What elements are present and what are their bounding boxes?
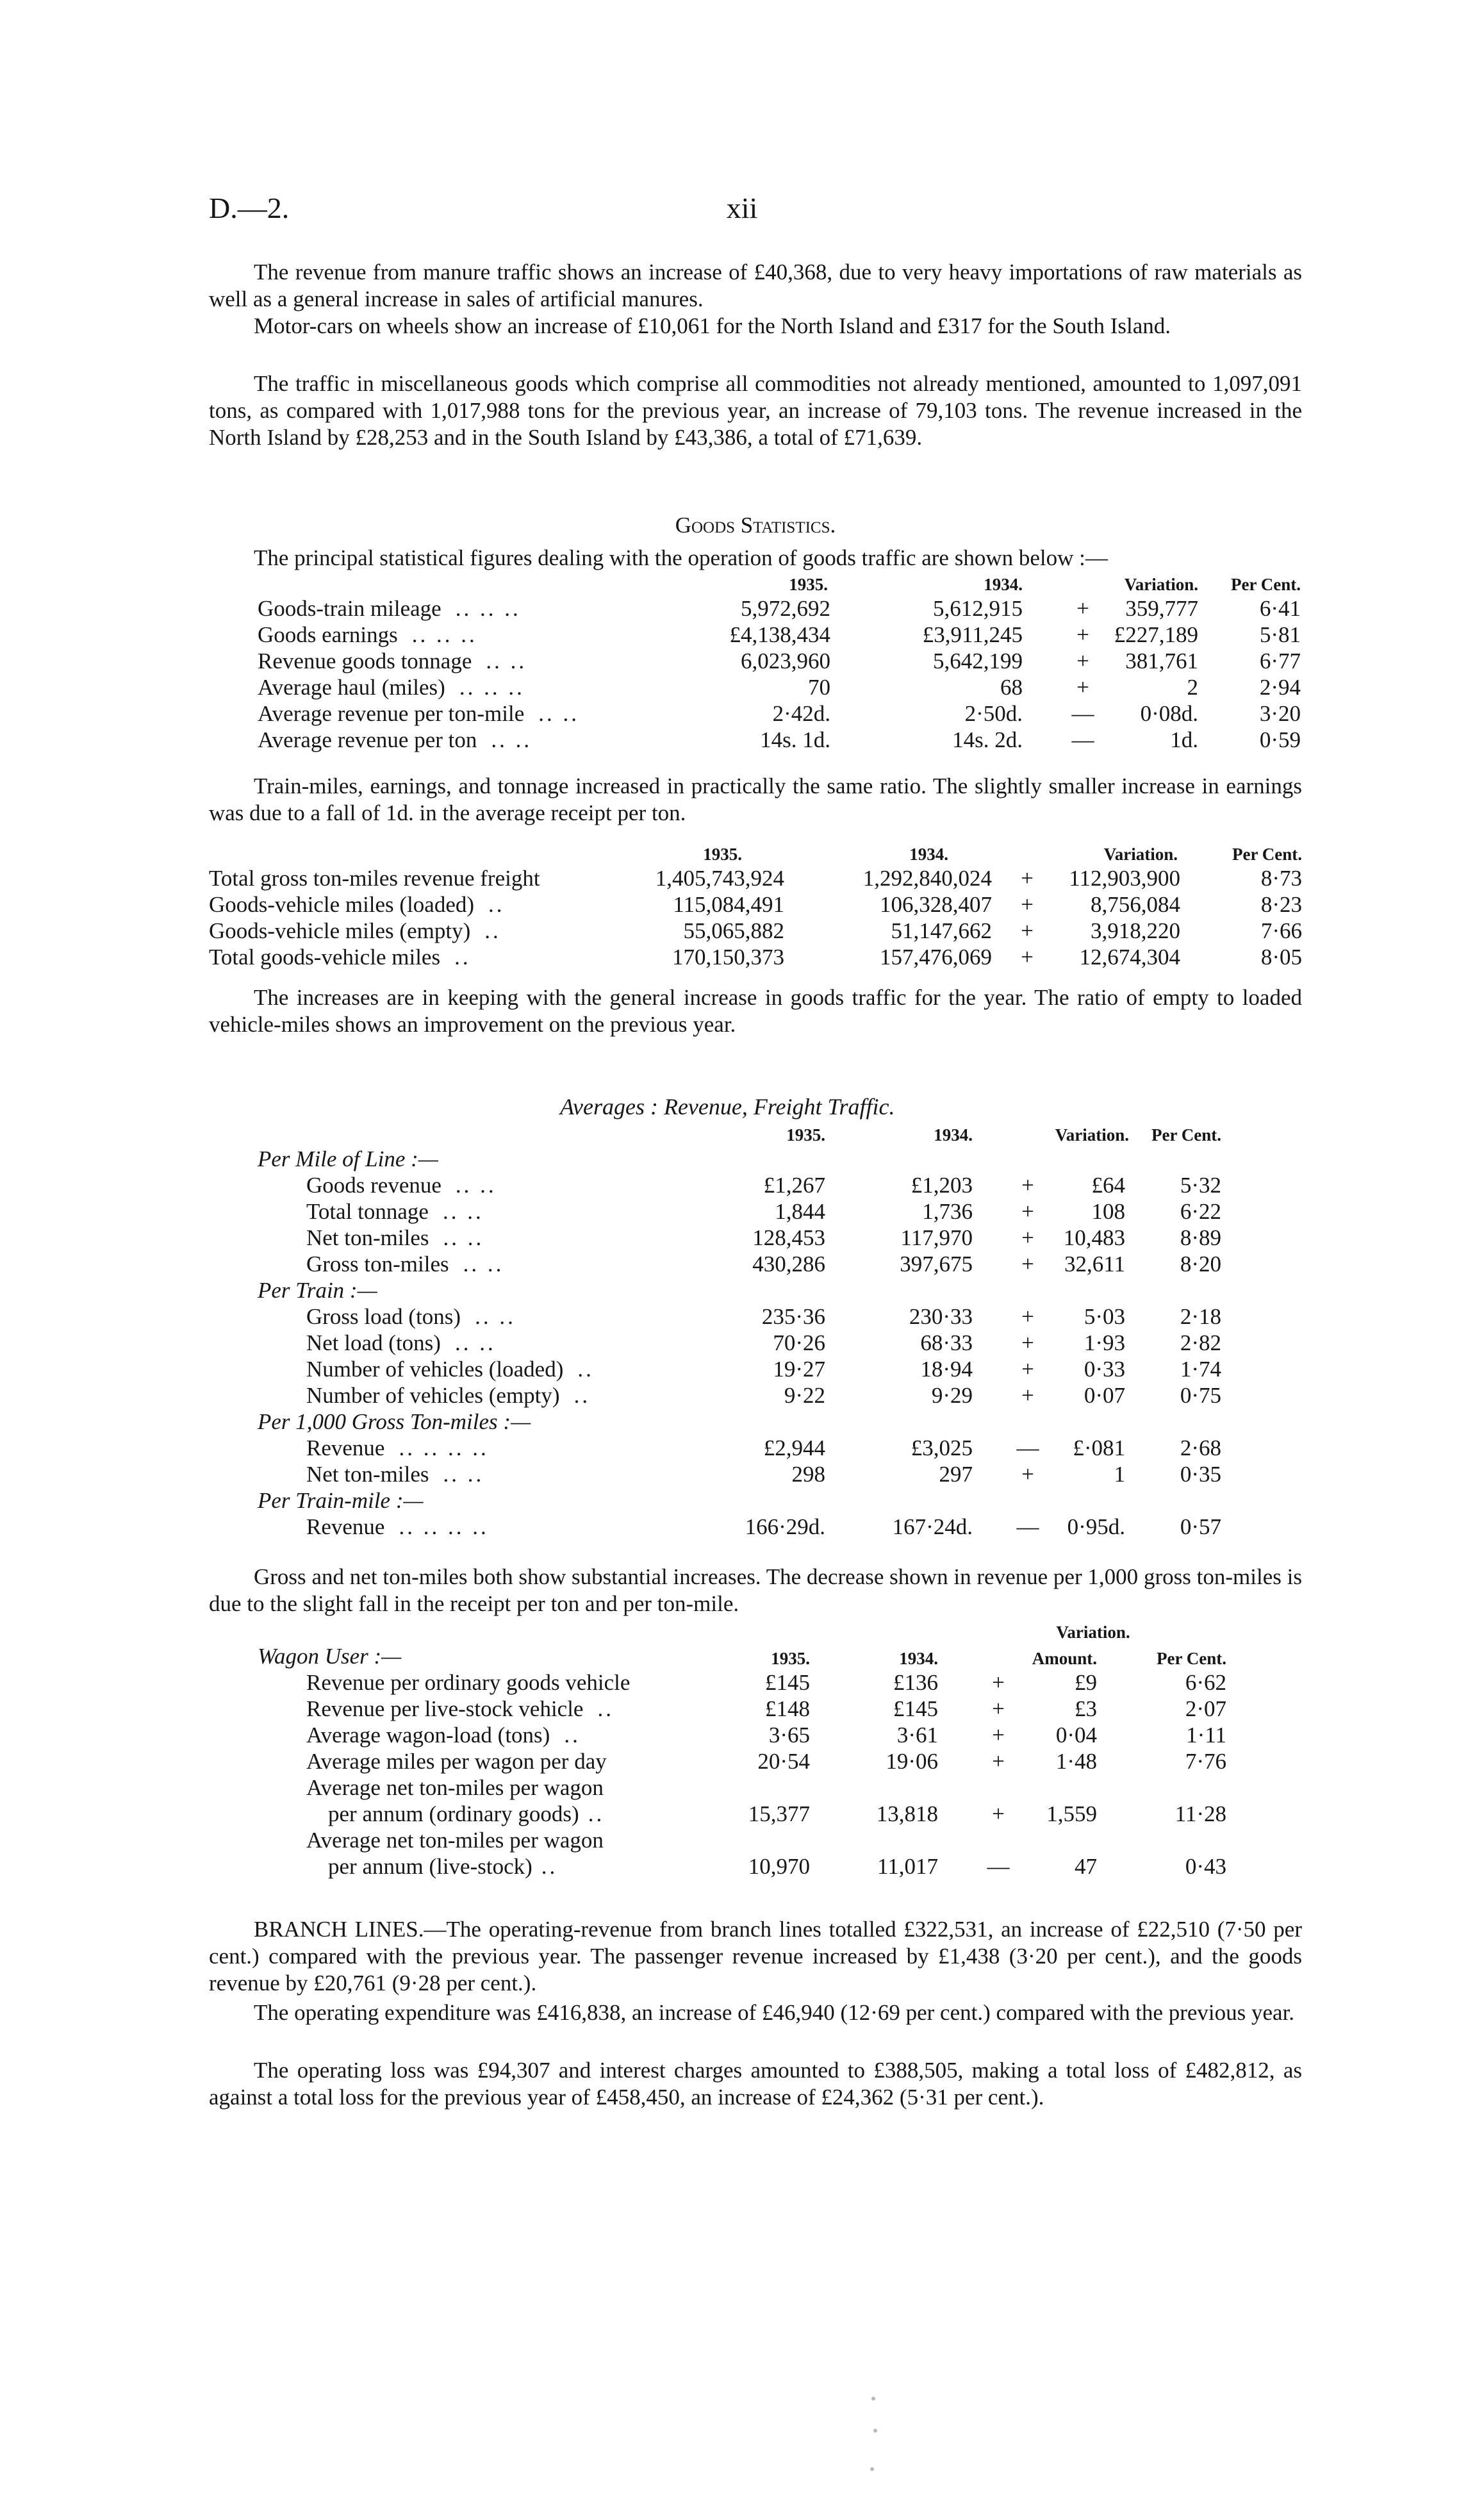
row-label-text: Average revenue per ton bbox=[258, 727, 477, 752]
value-per-cent: 2·68 bbox=[1180, 1435, 1221, 1460]
table-row bbox=[258, 1514, 1230, 1540]
variation-sign: + bbox=[1076, 596, 1089, 621]
column-header-1935: 1935. bbox=[771, 1649, 810, 1668]
value-per-cent: 7·76 bbox=[1185, 1749, 1226, 1774]
row-label bbox=[258, 674, 686, 700]
row-label bbox=[258, 1198, 700, 1225]
leader-dots: .. .. bbox=[443, 1462, 484, 1487]
variation-sign: + bbox=[992, 1723, 1005, 1748]
value-variation: 1 bbox=[1114, 1462, 1125, 1487]
value-variation: 0·08d. bbox=[1140, 701, 1198, 726]
value-variation: 359,777 bbox=[1125, 596, 1198, 621]
page-number: xii bbox=[726, 192, 758, 224]
column-header-per-cent: Per Cent. bbox=[1231, 575, 1301, 594]
value-1935: £1,267 bbox=[763, 1173, 825, 1198]
column-group-header-variation: Variation. bbox=[1056, 1623, 1130, 1642]
variation-sign: + bbox=[1021, 1304, 1034, 1329]
row-label-text: Goods-vehicle miles (loaded) bbox=[209, 892, 475, 917]
value-per-cent: 0·59 bbox=[1259, 727, 1301, 752]
row-label bbox=[258, 1303, 700, 1330]
value-1935: 5,972,692 bbox=[741, 596, 830, 621]
row-label-text: Average revenue per ton-mile bbox=[258, 701, 525, 726]
value-per-cent: 0·43 bbox=[1185, 1854, 1226, 1879]
variation-sign: — bbox=[1016, 1514, 1039, 1539]
table-row bbox=[258, 1669, 1232, 1696]
value-1935: £145 bbox=[765, 1670, 810, 1695]
column-header-variation: Variation. bbox=[1055, 1125, 1129, 1145]
value-variation: £64 bbox=[1091, 1173, 1125, 1198]
row-label-text: Average miles per wagon per day bbox=[306, 1749, 607, 1774]
value-1934: 2·50d. bbox=[964, 701, 1023, 726]
leader-dots: .. bbox=[573, 1383, 591, 1408]
value-1934: 9·29 bbox=[931, 1383, 973, 1408]
table-header-row bbox=[209, 843, 1302, 865]
value-per-cent: 7·66 bbox=[1260, 918, 1302, 943]
row-label-text: Total tonnage bbox=[306, 1199, 429, 1224]
leader-dots: .. .. bbox=[442, 1199, 484, 1224]
value-variation: 108 bbox=[1091, 1199, 1125, 1224]
row-label-text: Total goods-vehicle miles bbox=[209, 945, 441, 970]
value-per-cent: 2·18 bbox=[1180, 1304, 1221, 1329]
table-header-row bbox=[258, 1124, 1230, 1146]
column-header-1935: 1935. bbox=[786, 1125, 825, 1145]
row-label-text: Number of vehicles (loaded) bbox=[306, 1357, 564, 1382]
value-per-cent: 5·81 bbox=[1259, 622, 1301, 647]
column-header-per-cent: Per Cent. bbox=[1157, 1649, 1226, 1668]
column-header-1934: 1934. bbox=[899, 1649, 938, 1668]
value-1935: 2·42d. bbox=[772, 701, 830, 726]
averages-table bbox=[258, 1124, 1230, 1540]
table-row bbox=[258, 1435, 1230, 1461]
paragraph-manure-traffic: The revenue from manure traffic shows an increase of £40,368, due to very heavy importations of raw materials as well as a general increase in sales of artificial manures. bbox=[209, 260, 1302, 311]
table-row bbox=[258, 1801, 1232, 1827]
row-label-text: Goods-train mileage bbox=[258, 596, 441, 621]
variation-sign: + bbox=[1021, 945, 1034, 970]
value-1935: 14s. 1d. bbox=[760, 727, 830, 752]
value-per-cent: 8·89 bbox=[1180, 1225, 1221, 1250]
table-row bbox=[258, 648, 1301, 674]
value-1935: 15,377 bbox=[748, 1801, 810, 1826]
value-1935: 235·36 bbox=[761, 1304, 825, 1329]
value-1935: 430,286 bbox=[752, 1252, 825, 1277]
table-row bbox=[209, 918, 1302, 944]
paragraph-miscellaneous-goods: The traffic in miscellaneous goods which comprise all commodities not already mentioned, amounted to 1,097,091 tons, as compared with 1,017,988 tons for the previous year, an increase of 79,103 tons. The revenue increased in the North Island by £28,253 and in the South Island by £43,386, a total of £71,639. bbox=[209, 371, 1302, 450]
value-1935: 298 bbox=[791, 1462, 825, 1487]
leader-dots: .. .. .. .. bbox=[399, 1514, 489, 1539]
value-per-cent: 1·74 bbox=[1180, 1357, 1221, 1382]
value-1934: 167·24d. bbox=[892, 1514, 973, 1539]
row-label-text: per annum (live-stock) bbox=[328, 1854, 532, 1879]
row-label-text: Average haul (miles) bbox=[258, 675, 445, 700]
variation-sign: + bbox=[1021, 1383, 1034, 1408]
value-1934: £1,203 bbox=[911, 1173, 973, 1198]
value-per-cent: 0·35 bbox=[1180, 1462, 1221, 1487]
row-label-text: Total gross ton-miles revenue freight bbox=[209, 866, 540, 891]
value-per-cent: 0·75 bbox=[1180, 1383, 1221, 1408]
leader-dots: .. .. bbox=[491, 727, 532, 752]
value-1934: 68 bbox=[1000, 675, 1023, 700]
table-row bbox=[258, 1172, 1230, 1198]
table-row bbox=[258, 1827, 1232, 1853]
leader-dots: .. .. .. bbox=[455, 596, 521, 621]
table-row bbox=[258, 727, 1301, 753]
value-1934: 19·06 bbox=[886, 1749, 938, 1774]
row-label-text: Revenue bbox=[306, 1435, 385, 1460]
scan-speck bbox=[873, 2429, 877, 2433]
averages-note: Gross and net ton-miles both show substantial increases. The decrease shown in revenue per 1,000 gross ton-miles is due to the slight fall in the receipt per ton and per ton-mile. bbox=[209, 1564, 1302, 1616]
row-label bbox=[258, 1514, 700, 1540]
paragraph-operating-loss: The operating loss was £94,307 and interest charges amounted to £388,505, making a total loss of £482,812, as against a total loss for the previous year of £458,450, an increase of £24,362 (5·31 per cent.). bbox=[209, 2058, 1302, 2110]
value-1935: 1,844 bbox=[775, 1199, 825, 1224]
row-label bbox=[258, 1330, 700, 1356]
variation-sign: + bbox=[1021, 866, 1034, 891]
value-per-cent: 11·28 bbox=[1175, 1801, 1226, 1826]
variation-sign: + bbox=[992, 1670, 1005, 1695]
value-1935: 19·27 bbox=[773, 1357, 825, 1382]
section-title-averages: Averages : Revenue, Freight Traffic. bbox=[560, 1094, 895, 1120]
variation-sign: + bbox=[1021, 1225, 1034, 1250]
row-label bbox=[258, 700, 686, 727]
page-header-reference: D.—2. bbox=[209, 192, 290, 224]
row-label bbox=[209, 918, 606, 944]
table-header-row bbox=[258, 1643, 1232, 1669]
value-per-cent: 0·57 bbox=[1180, 1514, 1221, 1539]
row-label-text: Gross ton-miles bbox=[306, 1252, 449, 1277]
value-1935: £2,944 bbox=[763, 1435, 825, 1460]
section-heading: Per Train :— bbox=[258, 1278, 377, 1303]
value-1935: £148 bbox=[765, 1696, 810, 1721]
table-row bbox=[258, 1356, 1230, 1382]
value-variation: £9 bbox=[1075, 1670, 1097, 1695]
section-title-goods-statistics: Goods Statistics. bbox=[675, 513, 836, 538]
row-label-text: Goods-vehicle miles (empty) bbox=[209, 918, 471, 943]
value-1935: 9·22 bbox=[784, 1383, 825, 1408]
row-label-text: Average wagon-load (tons) bbox=[306, 1723, 550, 1748]
column-header-1935: 1935. bbox=[789, 575, 828, 594]
value-1935: £4,138,434 bbox=[729, 622, 830, 647]
row-label bbox=[258, 727, 686, 753]
row-label bbox=[258, 1435, 700, 1461]
value-per-cent: 6·77 bbox=[1259, 649, 1301, 674]
row-label: Average net ton-miles per wagon bbox=[306, 1828, 604, 1853]
value-1934: 1,292,840,024 bbox=[862, 866, 992, 891]
value-1934: £145 bbox=[893, 1696, 938, 1721]
table-row bbox=[258, 595, 1301, 622]
leader-dots: .. bbox=[488, 892, 505, 917]
value-1935: 70·26 bbox=[773, 1330, 825, 1355]
column-header-1934: 1934. bbox=[909, 845, 948, 864]
table-row bbox=[258, 1461, 1230, 1487]
value-1935: 10,970 bbox=[748, 1854, 810, 1879]
value-variation: 0·95d. bbox=[1067, 1514, 1125, 1539]
leader-dots: .. .. bbox=[463, 1252, 504, 1277]
variation-sign: + bbox=[992, 1749, 1005, 1774]
paragraph-operating-expenditure: The operating expenditure was £416,838, an increase of £46,940 (12·69 per cent.) compared with the previous year. bbox=[254, 2000, 1295, 2025]
variation-sign: + bbox=[1076, 622, 1089, 647]
variation-sign: — bbox=[1071, 727, 1094, 752]
value-1935: 70 bbox=[808, 675, 830, 700]
table-row bbox=[258, 700, 1301, 727]
value-1935: 20·54 bbox=[757, 1749, 810, 1774]
value-variation: 0·07 bbox=[1084, 1383, 1125, 1408]
column-header-variation: Variation. bbox=[1103, 845, 1178, 864]
value-1935: 166·29d. bbox=[745, 1514, 825, 1539]
row-label-text: Net ton-miles bbox=[306, 1462, 429, 1487]
leader-dots: .. bbox=[577, 1357, 594, 1382]
value-1934: 51,147,662 bbox=[891, 918, 992, 943]
value-per-cent: 3·20 bbox=[1259, 701, 1301, 726]
value-variation: £·081 bbox=[1073, 1435, 1125, 1460]
table-row bbox=[209, 865, 1302, 891]
value-variation: 381,761 bbox=[1125, 649, 1198, 674]
variation-sign: + bbox=[1021, 1357, 1034, 1382]
leader-dots: .. bbox=[588, 1801, 605, 1826]
table-row bbox=[258, 1696, 1232, 1722]
value-variation: 10,483 bbox=[1063, 1225, 1125, 1250]
value-variation: 0·33 bbox=[1084, 1357, 1125, 1382]
table-row bbox=[258, 1748, 1232, 1774]
value-1934: 397,675 bbox=[900, 1252, 973, 1277]
value-per-cent: 8·23 bbox=[1260, 892, 1302, 917]
section-heading-row bbox=[258, 1146, 1230, 1172]
value-variation: 0·04 bbox=[1055, 1723, 1097, 1748]
variation-sign: + bbox=[992, 1801, 1005, 1826]
table-row bbox=[258, 1722, 1232, 1748]
goods-statistics-note: Train-miles, earnings, and tonnage increased in practically the same ratio. The slightly smaller increase in earnings was due to a fall of 1d. in the average receipt per ton. bbox=[209, 773, 1302, 825]
value-per-cent: 8·20 bbox=[1180, 1252, 1221, 1277]
row-label-text: Revenue per live-stock vehicle bbox=[306, 1696, 584, 1721]
value-variation: 12,674,304 bbox=[1079, 945, 1180, 970]
leader-dots: .. .. bbox=[443, 1225, 484, 1250]
table-row bbox=[258, 1303, 1230, 1330]
column-header-amount: Amount. bbox=[1032, 1649, 1097, 1668]
value-1935: 128,453 bbox=[752, 1225, 825, 1250]
variation-sign: + bbox=[1021, 1330, 1034, 1355]
row-label: Average net ton-miles per wagon bbox=[306, 1775, 604, 1800]
column-header-per-cent: Per Cent. bbox=[1151, 1125, 1221, 1145]
goods-statistics-table bbox=[258, 574, 1301, 753]
table-row bbox=[258, 1382, 1230, 1409]
column-header-1934: 1934. bbox=[934, 1125, 973, 1145]
value-variation: 112,903,900 bbox=[1069, 866, 1180, 891]
table-row bbox=[258, 674, 1301, 700]
table-row bbox=[258, 1251, 1230, 1277]
leader-dots: .. bbox=[484, 918, 501, 943]
variation-sign: + bbox=[1076, 675, 1089, 700]
variation-sign: — bbox=[1016, 1435, 1039, 1460]
value-per-cent: 2·94 bbox=[1259, 675, 1301, 700]
value-1934: 14s. 2d. bbox=[952, 727, 1023, 752]
variation-sign: + bbox=[1021, 1252, 1034, 1277]
row-label-text: Goods revenue bbox=[306, 1173, 441, 1198]
value-1934: 157,476,069 bbox=[880, 945, 992, 970]
value-1934: 1,736 bbox=[922, 1199, 973, 1224]
table-group-header-row bbox=[258, 1621, 1232, 1643]
row-label bbox=[258, 622, 686, 648]
section-heading: Per Mile of Line :— bbox=[258, 1146, 438, 1171]
value-1934: 5,642,199 bbox=[933, 649, 1023, 674]
column-header-per-cent: Per Cent. bbox=[1232, 845, 1302, 864]
ton-miles-note: The increases are in keeping with the general increase in goods traffic for the year. The ratio of empty to loaded vehicle-miles shows an improvement on the previous year. bbox=[209, 985, 1302, 1037]
row-label bbox=[258, 1172, 700, 1198]
scan-speck bbox=[870, 2467, 874, 2471]
paragraph-branch-lines: BRANCH LINES.—The operating-revenue from branch lines totalled £322,531, an increase of £22,510 (7·50 per cent.) compared with the previous year. The passenger revenue increased by £1,438 (3·20 per cent.), and the goods revenue by £20,761 (9·28 per cent.). bbox=[209, 1917, 1302, 1996]
row-label-text: Net load (tons) bbox=[306, 1330, 441, 1355]
row-label-text: Revenue goods tonnage bbox=[258, 649, 472, 674]
column-header-variation: Variation. bbox=[1124, 575, 1198, 594]
value-1934: 117,970 bbox=[900, 1225, 973, 1250]
value-1934: 18·94 bbox=[920, 1357, 973, 1382]
value-1934: £136 bbox=[893, 1670, 938, 1695]
value-variation: 1d. bbox=[1170, 727, 1198, 752]
section-heading: Per 1,000 Gross Ton-miles :— bbox=[258, 1409, 531, 1434]
row-label bbox=[209, 865, 606, 891]
value-variation: 32,611 bbox=[1064, 1252, 1125, 1277]
table-row bbox=[258, 1853, 1232, 1880]
value-variation: £227,189 bbox=[1114, 622, 1198, 647]
table-row bbox=[258, 1330, 1230, 1356]
value-1934: 230·33 bbox=[909, 1304, 973, 1329]
leader-dots: .. bbox=[454, 945, 471, 970]
value-variation: 1·48 bbox=[1055, 1749, 1097, 1774]
value-per-cent: 1·11 bbox=[1186, 1723, 1226, 1748]
value-1935: 3·65 bbox=[768, 1723, 810, 1748]
variation-sign: + bbox=[1021, 918, 1034, 943]
value-1934: 5,612,915 bbox=[933, 596, 1023, 621]
value-variation: 8,756,084 bbox=[1091, 892, 1180, 917]
row-label bbox=[258, 1669, 706, 1696]
row-label-text: Revenue bbox=[306, 1514, 385, 1539]
value-1935: 170,150,373 bbox=[672, 945, 784, 970]
goods-statistics-intro: The principal statistical figures dealing with the operation of goods traffic are shown below :— bbox=[254, 545, 1108, 570]
leader-dots: .. .. .. .. bbox=[399, 1435, 489, 1460]
value-variation: 3,918,220 bbox=[1091, 918, 1180, 943]
value-1934: 106,328,407 bbox=[880, 892, 992, 917]
leader-dots: .. .. bbox=[454, 1330, 496, 1355]
value-1934: £3,911,245 bbox=[922, 622, 1023, 647]
leader-dots: .. bbox=[564, 1723, 581, 1748]
variation-sign: — bbox=[1071, 701, 1094, 726]
value-1934: £3,025 bbox=[911, 1435, 973, 1460]
wagon-user-heading: Wagon User :— bbox=[258, 1644, 402, 1669]
table-row bbox=[258, 1774, 1232, 1801]
value-per-cent: 2·82 bbox=[1180, 1330, 1221, 1355]
row-label bbox=[258, 1251, 700, 1277]
value-variation: 1·93 bbox=[1084, 1330, 1125, 1355]
leader-dots: .. .. bbox=[475, 1304, 516, 1329]
row-label-text: Revenue per ordinary goods vehicle bbox=[306, 1670, 631, 1695]
row-label bbox=[258, 1696, 706, 1722]
value-per-cent: 6·22 bbox=[1180, 1199, 1221, 1224]
section-heading: Per Train-mile :— bbox=[258, 1488, 424, 1513]
ton-miles-table bbox=[209, 843, 1302, 970]
value-variation: 5·03 bbox=[1084, 1304, 1125, 1329]
value-per-cent: 2·07 bbox=[1185, 1696, 1226, 1721]
row-label-text: Net ton-miles bbox=[306, 1225, 429, 1250]
table-row bbox=[209, 944, 1302, 970]
section-heading-row bbox=[258, 1277, 1230, 1303]
column-header-1934: 1934. bbox=[984, 575, 1023, 594]
table-row bbox=[258, 622, 1301, 648]
variation-sign: + bbox=[992, 1696, 1005, 1721]
row-label bbox=[258, 648, 686, 674]
value-per-cent: 8·73 bbox=[1260, 866, 1302, 891]
variation-sign: — bbox=[987, 1854, 1010, 1879]
row-label-text: Goods earnings bbox=[258, 622, 398, 647]
value-1935: 1,405,743,924 bbox=[655, 866, 784, 891]
row-label-text: per annum (ordinary goods) bbox=[328, 1801, 579, 1826]
value-1935: 6,023,960 bbox=[741, 649, 830, 674]
variation-sign: + bbox=[1021, 1462, 1034, 1487]
value-1934: 297 bbox=[939, 1462, 973, 1487]
table-row bbox=[258, 1225, 1230, 1251]
leader-dots: .. .. bbox=[538, 701, 579, 726]
row-label bbox=[258, 1461, 700, 1487]
paragraph-motor-cars: Motor-cars on wheels show an increase of £10,061 for the North Island and £317 for the South Island. bbox=[254, 313, 1171, 338]
leader-dots: .. .. bbox=[486, 649, 527, 674]
variation-sign: + bbox=[1021, 1173, 1034, 1198]
row-label bbox=[209, 891, 606, 918]
leader-dots: .. .. bbox=[455, 1173, 497, 1198]
variation-sign: + bbox=[1021, 892, 1034, 917]
row-label-continuation bbox=[258, 1801, 706, 1827]
value-per-cent: 8·05 bbox=[1260, 945, 1302, 970]
row-label bbox=[258, 1356, 700, 1382]
table-row bbox=[258, 1198, 1230, 1225]
leader-dots: .. .. .. bbox=[459, 675, 525, 700]
value-1934: 11,017 bbox=[877, 1854, 938, 1879]
table-header-row bbox=[258, 574, 1301, 595]
row-label bbox=[258, 1225, 700, 1251]
row-label-continuation bbox=[258, 1853, 706, 1880]
value-1935: 55,065,882 bbox=[683, 918, 784, 943]
row-label bbox=[209, 944, 606, 970]
value-1934: 68·33 bbox=[920, 1330, 973, 1355]
value-1934: 13,818 bbox=[876, 1801, 938, 1826]
row-label bbox=[258, 1748, 706, 1774]
section-heading-row bbox=[258, 1487, 1230, 1514]
value-variation: 1,559 bbox=[1046, 1801, 1097, 1826]
value-variation: 47 bbox=[1075, 1854, 1097, 1879]
row-label bbox=[258, 1722, 706, 1748]
value-per-cent: 5·32 bbox=[1180, 1173, 1221, 1198]
leader-dots: .. bbox=[597, 1696, 614, 1721]
row-label bbox=[258, 1382, 700, 1409]
value-per-cent: 6·62 bbox=[1185, 1670, 1226, 1695]
leader-dots: .. bbox=[541, 1854, 558, 1879]
variation-sign: + bbox=[1021, 1199, 1034, 1224]
value-1934: 3·61 bbox=[896, 1723, 938, 1748]
column-header-1935: 1935. bbox=[703, 845, 742, 864]
row-label bbox=[258, 595, 686, 622]
value-variation: £3 bbox=[1075, 1696, 1097, 1721]
section-heading-row bbox=[258, 1409, 1230, 1435]
value-per-cent: 6·41 bbox=[1259, 596, 1301, 621]
value-variation: 2 bbox=[1187, 675, 1198, 700]
table-row bbox=[209, 891, 1302, 918]
leader-dots: .. .. .. bbox=[411, 622, 477, 647]
value-1935: 115,084,491 bbox=[673, 892, 784, 917]
variation-sign: + bbox=[1076, 649, 1089, 674]
row-label-text: Gross load (tons) bbox=[306, 1304, 461, 1329]
wagon-user-table bbox=[258, 1621, 1232, 1880]
scan-speck bbox=[871, 2397, 875, 2401]
row-label-text: Number of vehicles (empty) bbox=[306, 1383, 560, 1408]
